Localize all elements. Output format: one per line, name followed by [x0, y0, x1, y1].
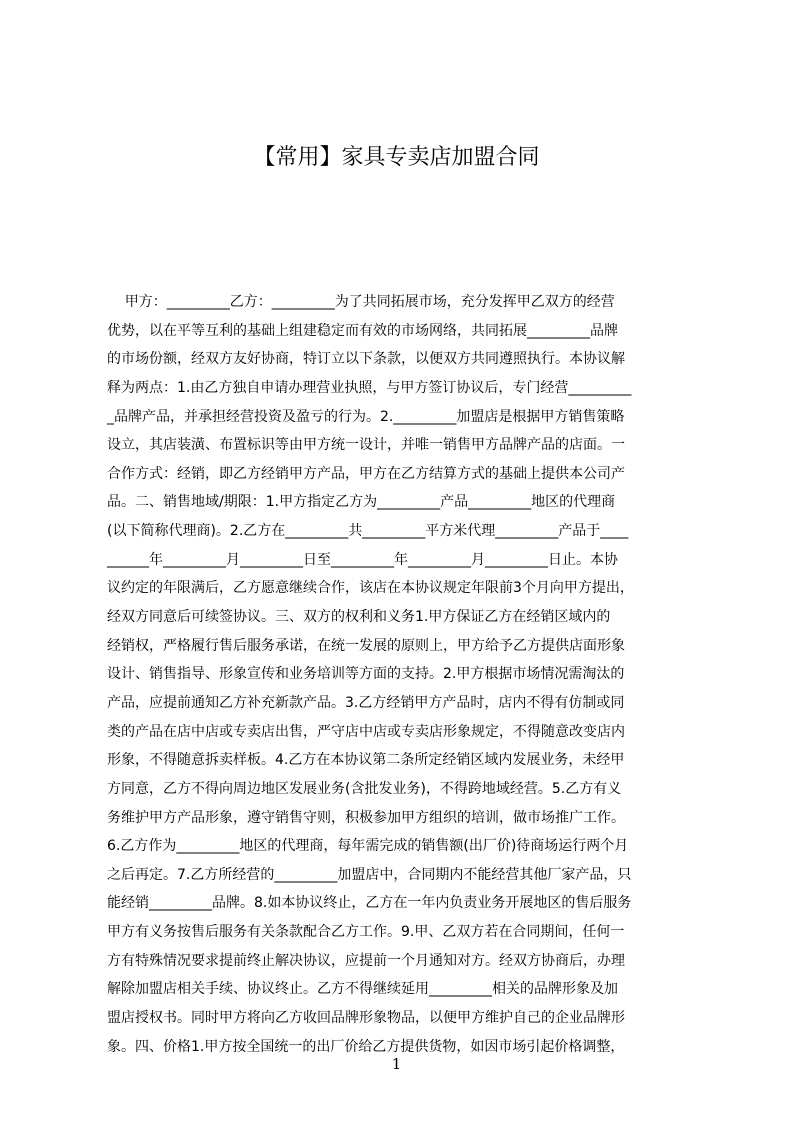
body-text-line: 品。二、销售地域/期限：1.甲方指定乙方为_________产品_________地区的代理商	[107, 494, 616, 511]
body-text-line: 象。四、价格1.甲方按全国统一的出厂价给乙方提供货物，如因市场引起价格调整，	[107, 1038, 625, 1055]
body-text-line: 设计、销售指导、形象宣传和业务培训等方面的支持。2.甲方根据市场情况需淘汰的	[107, 666, 625, 683]
body-text-line: 优势，以在平等互利的基础上组建稳定而有效的市场网络，共同拓展_________品牌	[107, 322, 618, 339]
body-text-line: 甲方：_________乙方：_________为了共同拓展市场，充分发挥甲乙双方的经营	[107, 294, 615, 310]
body-text-line: 设立，其店装潢、布置标识等由甲方统一设计，并唯一销售甲方品牌产品的店面。一	[107, 437, 625, 454]
body-text-line: 的市场份额，经双方友好协商，特订立以下条款，以便双方共同遵照执行。本协议解	[107, 351, 625, 368]
body-text-line: 经销权，严格履行售后服务承诺，在统一发展的原则上，甲方给予乙方提供店面形象	[107, 637, 625, 654]
body-text-line: 产品，应提前通知乙方补充新款产品。3.乙方经销甲方产品时，店内不得有仿制或同	[107, 694, 625, 711]
contract-body	[107, 288, 697, 1055]
body-text-line: 能经销_________品牌。8.如本协议终止，乙方在一年内负责业务开展地区的售后服务	[107, 895, 632, 912]
body-text-line: 形象，不得随意拆卖样板。4.乙方在本协议第二条所定经销区域内发展业务，未经甲	[107, 752, 625, 769]
body-text-line: 释为两点：1.由乙方独自申请办理营业执照，与甲方签订协议后，专门经营_________	[107, 379, 632, 396]
body-text-line: 之后再定。7.乙方所经营的_________加盟店中，合同期内不能经营其他厂家产品，只	[107, 866, 632, 883]
body-text-line: 方有特殊情况要求提前终止解决协议，应提前一个月通知对方。经双方协商后，办理	[107, 952, 625, 969]
page-number: 1	[391, 1055, 402, 1073]
document-title: 【常用】家具专卖店加盟合同	[253, 145, 540, 170]
body-text-line: 解除加盟店相关手续、协议终止。乙方不得继续延用_________相关的品牌形象及加	[107, 981, 618, 998]
body-text-line: 6.乙方作为_________地区的代理商，每年需完成的销售额(出厂价)待商场运行两个月	[107, 838, 629, 855]
body-text-line: 甲方有义务按售后服务有关条款配合乙方工作。9.甲、乙双方若在合同期间，任何一	[107, 924, 625, 941]
body-text-line: 类的产品在店中店或专卖店出售，严守店中店或专卖店形象规定，不得随意改变店内	[107, 723, 625, 740]
body-text-line: 务维护甲方产品形象，遵守销售守则，积极参加甲方组织的培训，做市场推广工作。	[107, 809, 625, 826]
body-text-line: 议约定的年限满后，乙方愿意继续合作，该店在本协议规定年限前3个月向甲方提出，	[107, 580, 634, 597]
body-text-line: ______年_________月_________日至_________年_________月_________日止。本协	[107, 551, 618, 568]
body-text-line: _品牌产品，并承担经营投资及盈亏的行为。2._________加盟店是根据甲方销售策略	[107, 408, 625, 425]
body-text-line: 经双方同意后可续签协议。三、双方的权利和义务1.甲方保证乙方在经销区域内的	[107, 609, 611, 626]
body-text-line: 方同意，乙方不得向周边地区发展业务(含批发业务)，不得跨地域经营。5.乙方有义	[107, 780, 622, 797]
body-text-line: (以下简称代理商)。2.乙方在_________共_________平方米代理_________产品于____	[107, 523, 629, 540]
body-text-line: 合作方式：经销，即乙方经销甲方产品，甲方在乙方结算方式的基础上提供本公司产	[107, 465, 625, 482]
body-text-line: 盟店授权书。同时甲方将向乙方收回品牌形象物品，以便甲方维护自己的企业品牌形	[107, 1010, 625, 1027]
